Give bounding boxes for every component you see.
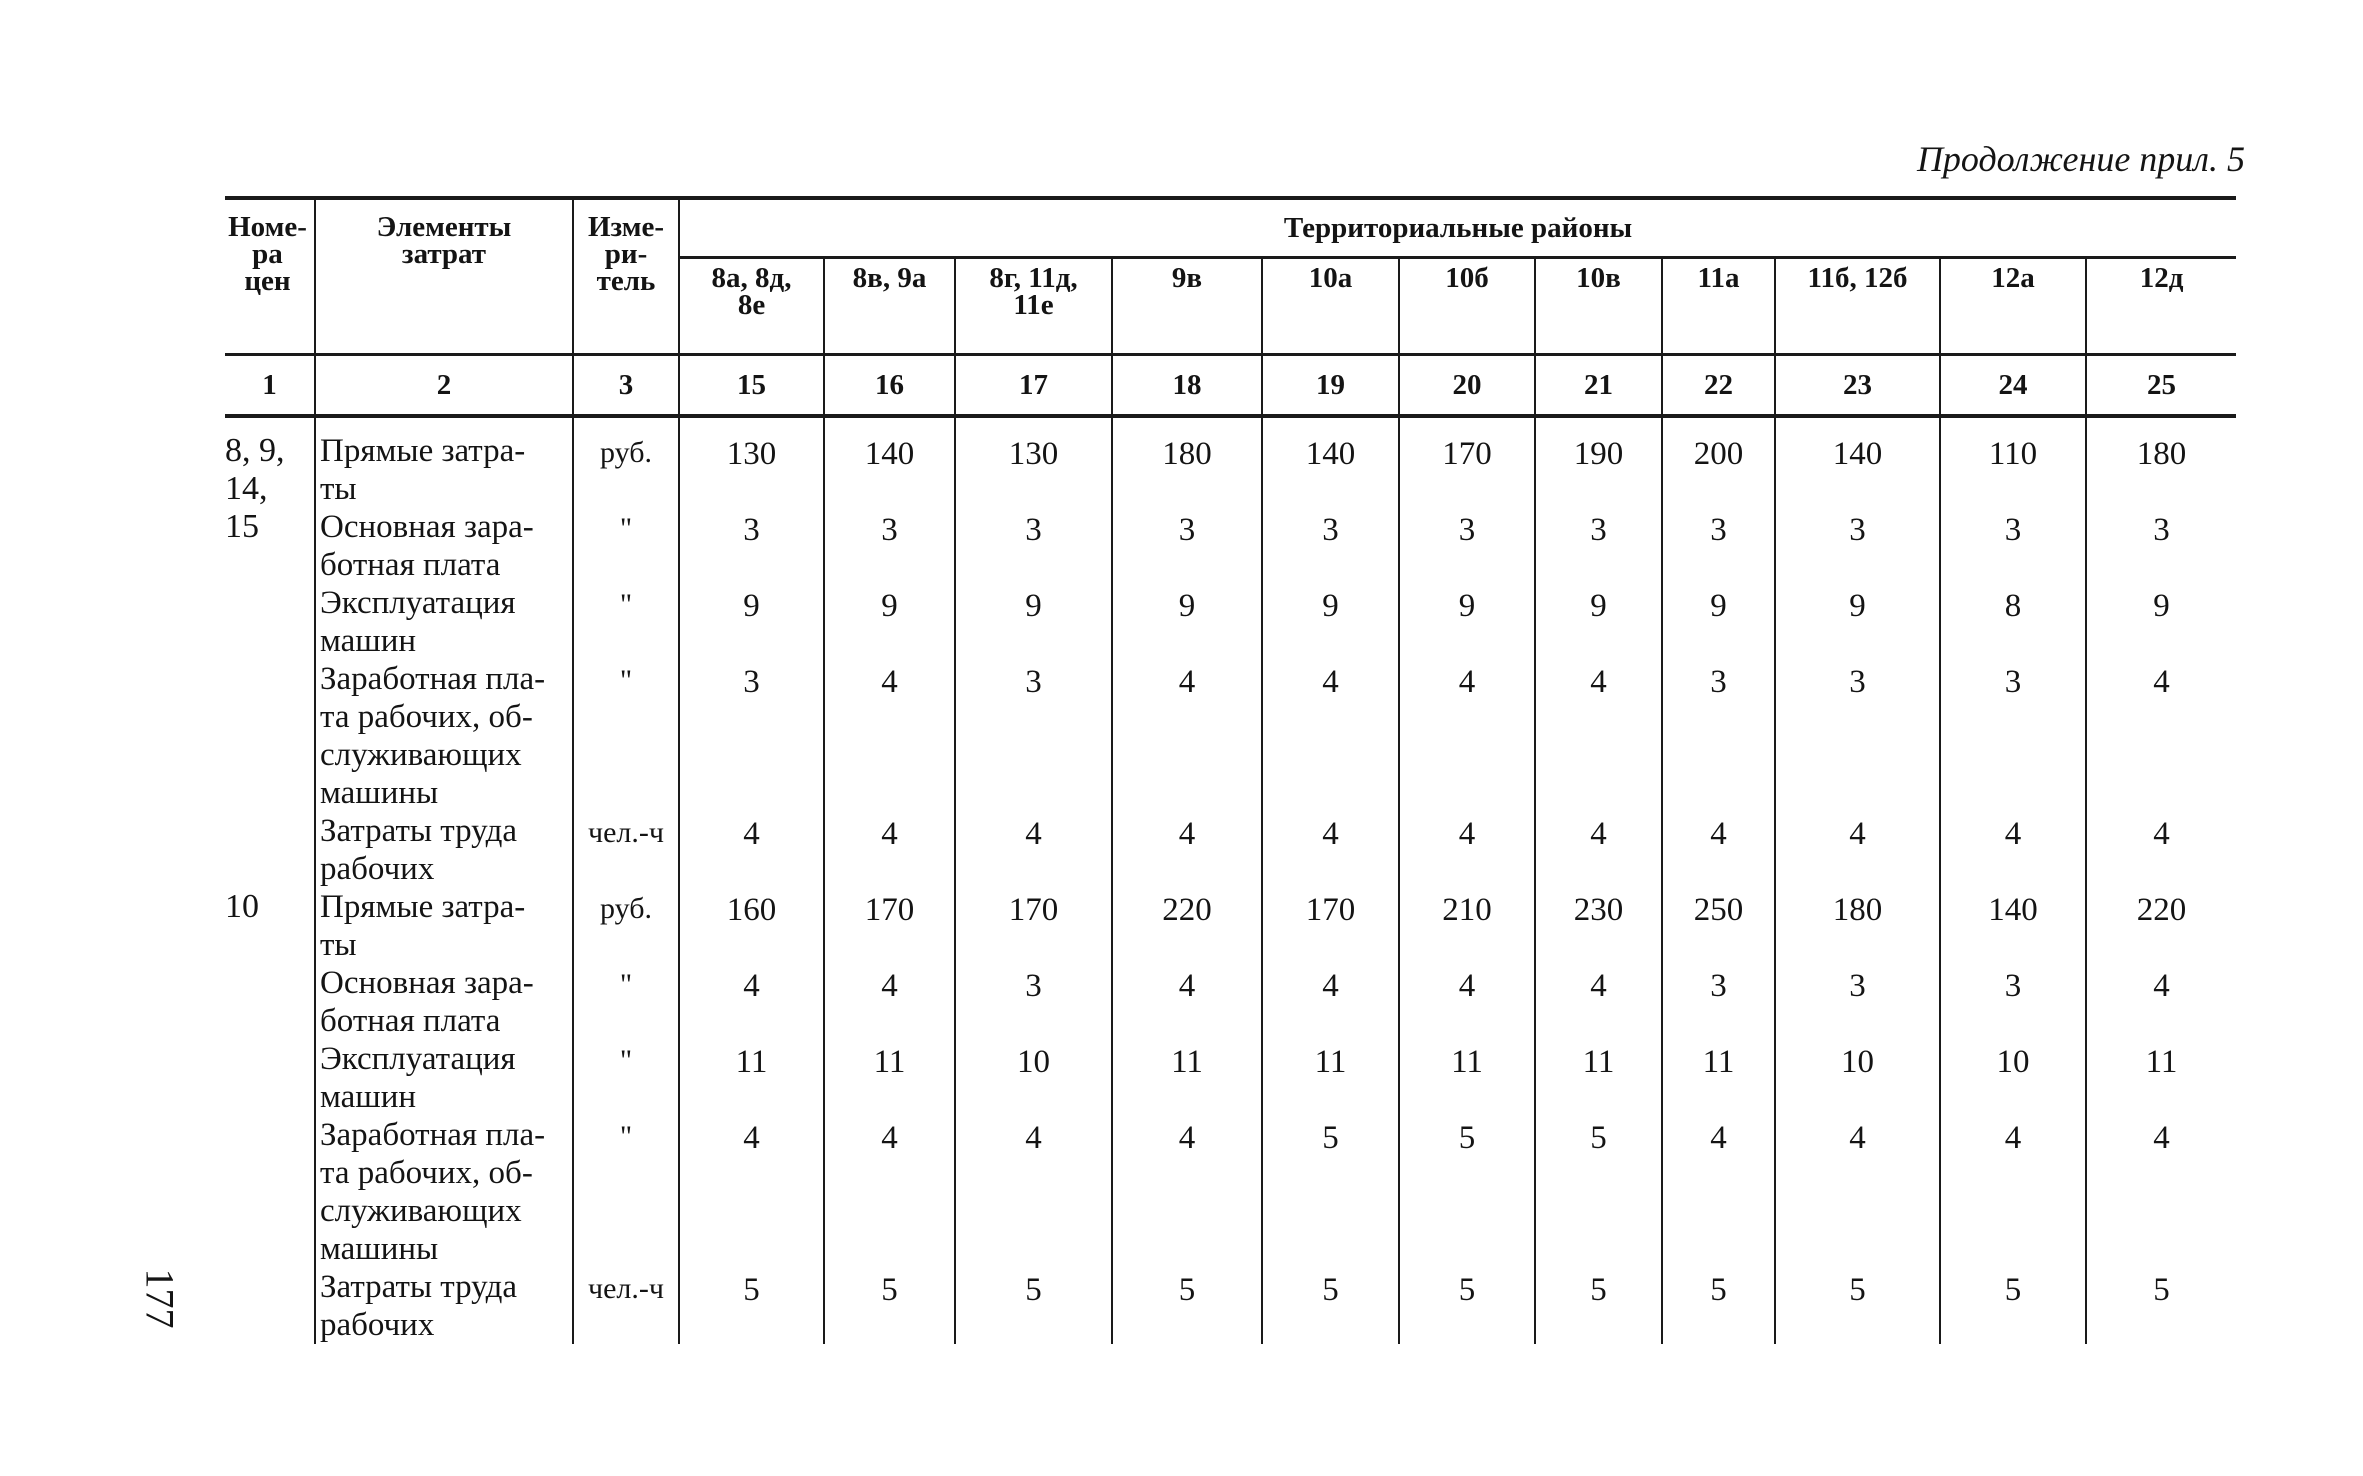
column-number: 2 xyxy=(315,355,573,417)
column-number: 24 xyxy=(1940,355,2086,417)
cost-element-cell: Затраты труда рабочих xyxy=(315,1268,573,1344)
value-cell: 3 xyxy=(679,660,824,812)
value-cell: 4 xyxy=(1940,812,2086,888)
value-cell: 5 xyxy=(1262,1116,1399,1268)
value-cell: 170 xyxy=(824,888,955,964)
header-district: 12а xyxy=(1940,258,2086,355)
value-cell: 5 xyxy=(1399,1268,1535,1344)
value-cell: 220 xyxy=(1112,888,1262,964)
column-number: 19 xyxy=(1262,355,1399,417)
value-cell: 11 xyxy=(1262,1040,1399,1116)
value-cell: 4 xyxy=(1535,660,1662,812)
value-cell: 4 xyxy=(2086,660,2236,812)
value-cell: 3 xyxy=(2086,508,2236,584)
unit-cell: чел.-ч xyxy=(573,812,679,888)
value-cell: 3 xyxy=(1399,508,1535,584)
column-number: 20 xyxy=(1399,355,1535,417)
value-cell: 4 xyxy=(1775,812,1940,888)
unit-cell: " xyxy=(573,508,679,584)
value-cell: 4 xyxy=(679,812,824,888)
value-cell: 10 xyxy=(1775,1040,1940,1116)
table-row xyxy=(225,964,2236,1040)
unit-cell: руб. xyxy=(573,888,679,964)
column-number: 25 xyxy=(2086,355,2236,417)
value-cell: 110 xyxy=(1940,432,2086,508)
value-cell: 230 xyxy=(1535,888,1662,964)
value-cell: 170 xyxy=(1399,432,1535,508)
cost-element-cell: Прямые затра- ты xyxy=(315,888,573,964)
value-cell: 5 xyxy=(1662,1268,1775,1344)
value-cell: 140 xyxy=(1775,432,1940,508)
value-cell: 11 xyxy=(1112,1040,1262,1116)
value-cell: 8 xyxy=(1940,584,2086,660)
cost-element-cell: Заработная пла- та рабочих, об- служивающих машины xyxy=(315,1116,573,1268)
price-numbers-cell: 8, 9, 14, 15 xyxy=(225,432,285,545)
value-cell: 11 xyxy=(1662,1040,1775,1116)
value-cell: 9 xyxy=(1775,584,1940,660)
value-cell: 9 xyxy=(1662,584,1775,660)
value-cell: 4 xyxy=(955,1116,1112,1268)
value-cell: 3 xyxy=(1112,508,1262,584)
table-row xyxy=(225,1116,2236,1268)
value-cell: 4 xyxy=(1662,1116,1775,1268)
value-cell: 4 xyxy=(1112,1116,1262,1268)
value-cell: 11 xyxy=(1535,1040,1662,1116)
value-cell: 3 xyxy=(1535,508,1662,584)
value-cell: 4 xyxy=(1940,1116,2086,1268)
value-cell: 9 xyxy=(1399,584,1535,660)
value-cell: 3 xyxy=(1662,508,1775,584)
value-cell: 3 xyxy=(1940,964,2086,1040)
value-cell: 5 xyxy=(1775,1268,1940,1344)
cost-element-cell: Затраты труда рабочих xyxy=(315,812,573,888)
value-cell: 4 xyxy=(2086,1116,2236,1268)
value-cell: 3 xyxy=(679,508,824,584)
value-cell: 4 xyxy=(679,964,824,1040)
value-cell: 9 xyxy=(2086,584,2236,660)
header-unit: Изме- ри- тель xyxy=(573,198,679,355)
value-cell: 9 xyxy=(679,584,824,660)
value-cell: 4 xyxy=(1399,964,1535,1040)
value-cell: 11 xyxy=(2086,1040,2236,1116)
value-cell: 210 xyxy=(1399,888,1535,964)
value-cell: 4 xyxy=(1775,1116,1940,1268)
cost-element-cell: Заработная пла- та рабочих, об- служивающих машины xyxy=(315,660,573,812)
unit-cell: " xyxy=(573,964,679,1040)
value-cell: 180 xyxy=(1775,888,1940,964)
value-cell: 10 xyxy=(1940,1040,2086,1116)
value-cell: 250 xyxy=(1662,888,1775,964)
value-cell: 3 xyxy=(1662,964,1775,1040)
value-cell: 180 xyxy=(2086,432,2236,508)
table-row xyxy=(225,584,2236,660)
value-cell: 4 xyxy=(955,812,1112,888)
table-row xyxy=(225,660,2236,812)
value-cell: 9 xyxy=(1535,584,1662,660)
cost-table xyxy=(225,196,2236,1344)
table-row xyxy=(225,812,2236,888)
value-cell: 4 xyxy=(2086,812,2236,888)
header-district: 10в xyxy=(1535,258,1662,355)
header-price-numbers: Номе- ра цен xyxy=(225,198,315,355)
page-number: 177 xyxy=(137,1268,183,1329)
value-cell: 4 xyxy=(2086,964,2236,1040)
value-cell: 4 xyxy=(1112,660,1262,812)
unit-cell: чел.-ч xyxy=(573,1268,679,1344)
value-cell: 3 xyxy=(955,660,1112,812)
column-number: 18 xyxy=(1112,355,1262,417)
unit-cell: " xyxy=(573,584,679,660)
header-district: 10б xyxy=(1399,258,1535,355)
column-number: 3 xyxy=(573,355,679,417)
unit-cell: " xyxy=(573,660,679,812)
value-cell: 11 xyxy=(679,1040,824,1116)
header-territorial-districts: Территориальные районы xyxy=(679,198,2236,258)
header-district: 8г, 11д, 11е xyxy=(955,258,1112,355)
value-cell: 5 xyxy=(1535,1268,1662,1344)
value-cell: 130 xyxy=(679,432,824,508)
value-cell: 3 xyxy=(1662,660,1775,812)
value-cell: 4 xyxy=(1262,964,1399,1040)
value-cell: 4 xyxy=(824,660,955,812)
price-numbers-cell: 10 xyxy=(225,888,259,925)
value-cell: 5 xyxy=(1535,1116,1662,1268)
value-cell: 9 xyxy=(824,584,955,660)
table-row xyxy=(225,508,2236,584)
cost-element-cell: Эксплуатация машин xyxy=(315,584,573,660)
value-cell: 170 xyxy=(1262,888,1399,964)
value-cell: 4 xyxy=(824,812,955,888)
value-cell: 5 xyxy=(1399,1116,1535,1268)
value-cell: 170 xyxy=(955,888,1112,964)
cost-element-cell: Основная зара- ботная плата xyxy=(315,508,573,584)
table-row xyxy=(225,1040,2236,1116)
value-cell: 4 xyxy=(1262,660,1399,812)
value-cell: 3 xyxy=(955,508,1112,584)
value-cell: 10 xyxy=(955,1040,1112,1116)
table-row xyxy=(225,432,2236,508)
value-cell: 5 xyxy=(824,1268,955,1344)
cost-element-cell: Эксплуатация машин xyxy=(315,1040,573,1116)
value-cell: 220 xyxy=(2086,888,2236,964)
table-row xyxy=(225,1268,2236,1344)
value-cell: 5 xyxy=(1940,1268,2086,1344)
value-cell: 4 xyxy=(1399,660,1535,812)
value-cell: 3 xyxy=(824,508,955,584)
cost-element-cell: Основная зара- ботная плата xyxy=(315,964,573,1040)
table-row xyxy=(225,888,2236,964)
continuation-header: Продолжение прил. 5 xyxy=(1916,139,2245,179)
value-cell: 9 xyxy=(1112,584,1262,660)
value-cell: 130 xyxy=(955,432,1112,508)
header-district: 12д xyxy=(2086,258,2236,355)
value-cell: 9 xyxy=(1262,584,1399,660)
value-cell: 4 xyxy=(1662,812,1775,888)
header-district: 8а, 8д, 8е xyxy=(679,258,824,355)
value-cell: 4 xyxy=(1112,964,1262,1040)
header-district: 11а xyxy=(1662,258,1775,355)
column-number: 1 xyxy=(225,355,315,417)
value-cell: 140 xyxy=(1262,432,1399,508)
value-cell: 9 xyxy=(955,584,1112,660)
value-cell: 4 xyxy=(1535,964,1662,1040)
value-cell: 5 xyxy=(1112,1268,1262,1344)
value-cell: 5 xyxy=(679,1268,824,1344)
column-number: 16 xyxy=(824,355,955,417)
value-cell: 4 xyxy=(1112,812,1262,888)
column-number: 23 xyxy=(1775,355,1940,417)
value-cell: 4 xyxy=(679,1116,824,1268)
unit-cell: " xyxy=(573,1116,679,1268)
column-number: 22 xyxy=(1662,355,1775,417)
unit-cell: руб. xyxy=(573,432,679,508)
value-cell: 4 xyxy=(1262,812,1399,888)
value-cell: 11 xyxy=(1399,1040,1535,1116)
column-number: 15 xyxy=(679,355,824,417)
value-cell: 200 xyxy=(1662,432,1775,508)
value-cell: 4 xyxy=(824,964,955,1040)
value-cell: 180 xyxy=(1112,432,1262,508)
value-cell: 11 xyxy=(824,1040,955,1116)
value-cell: 4 xyxy=(1399,812,1535,888)
value-cell: 3 xyxy=(1775,660,1940,812)
value-cell: 5 xyxy=(2086,1268,2236,1344)
value-cell: 4 xyxy=(824,1116,955,1268)
header-district: 8в, 9а xyxy=(824,258,955,355)
header-district: 9в xyxy=(1112,258,1262,355)
value-cell: 3 xyxy=(1940,660,2086,812)
header-district: 10а xyxy=(1262,258,1399,355)
value-cell: 3 xyxy=(1940,508,2086,584)
header-cost-elements: Элементы затрат xyxy=(315,198,573,355)
value-cell: 3 xyxy=(1775,508,1940,584)
value-cell: 5 xyxy=(1262,1268,1399,1344)
value-cell: 3 xyxy=(1775,964,1940,1040)
column-number: 21 xyxy=(1535,355,1662,417)
value-cell: 190 xyxy=(1535,432,1662,508)
value-cell: 4 xyxy=(1535,812,1662,888)
value-cell: 5 xyxy=(955,1268,1112,1344)
value-cell: 160 xyxy=(679,888,824,964)
cost-element-cell: Прямые затра- ты xyxy=(315,432,573,508)
value-cell: 140 xyxy=(824,432,955,508)
value-cell: 3 xyxy=(955,964,1112,1040)
unit-cell: " xyxy=(573,1040,679,1116)
column-number: 17 xyxy=(955,355,1112,417)
value-cell: 3 xyxy=(1262,508,1399,584)
header-district: 11б, 12б xyxy=(1775,258,1940,355)
value-cell: 140 xyxy=(1940,888,2086,964)
